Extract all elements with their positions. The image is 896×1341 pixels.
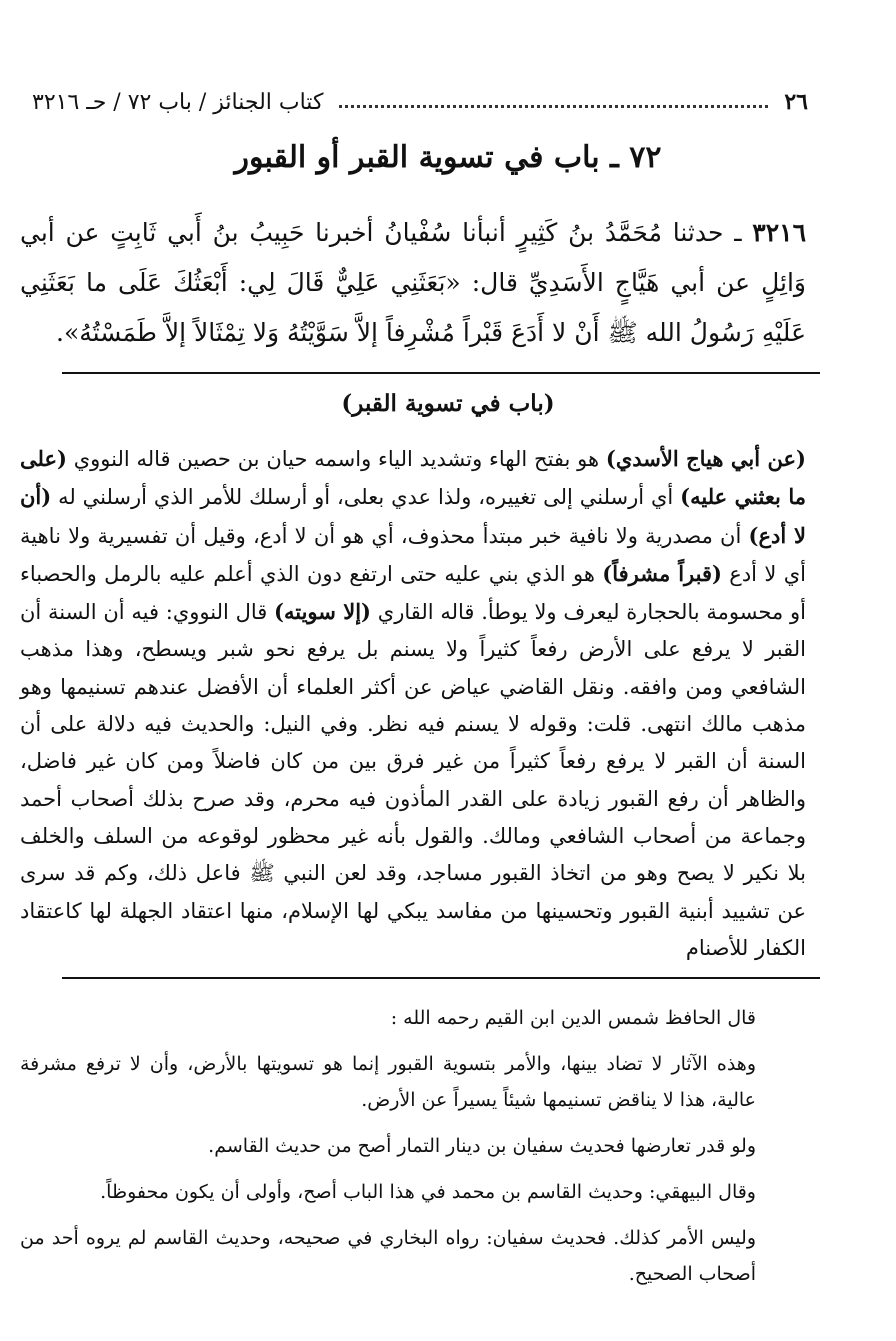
header-dotted-leader (339, 105, 768, 108)
commentary-text-3: أن مصدرية ولا نافية خبر مبتدأ محذوف، أي هو أن لا أدع، وقيل أن تفسيرية ولا ناهية أي لا أدع (20, 523, 806, 586)
ibn-qayyim-paragraph-3: وقال البيهقي: وحديث القاسم بن محمد في هذا الباب أصح، وأولى أن يكون محفوظاً. (100, 1181, 756, 1203)
commentary-text-2: أي أرسلني إلى تغييره، ولذا عدي بعلى، أو أرسلك للأمر الذي أرسلني له (51, 485, 674, 510)
quote-illa-sawwaytuhu: (إلا سويته) (274, 599, 371, 625)
quote-an-la-adaa: (أن لا أدع) (20, 484, 806, 548)
running-header (32, 84, 808, 120)
running-title: كتاب الجنائز / باب ٧٢ / حـ ٣٢١٦ (32, 89, 324, 115)
commentary-text-5: قال النووي: فيه أن السنة أن القبر لا يرفع على الأرض رفعاً كثيراً ولا يسنم بل يرفع نحو شبر ويسطح، وهذا مذهب الشافعي ومن وافقه. ونقل القاضي عياض عن أكثر العلماء أن الأفضل عندهم تسنيمها وهو مذهب مالك انتهى. قلت: وقوله لا يسنم فيه نظر. وفي النيل: والحديث فيه دلالة على أن السنة أن القبر لا يرفع رفعاً كثيراً من غير فرق بين من كان فاضلاً ومن كان غير فاضل، والظاهر أن رفع القبور زيادة على القدر المأذون فيه محرم، وقد صرح بذلك أصحاب أحمد وجماعة من أصحاب الشافعي ومالك. والقول بأنه غير محظور لوقوعه من السلف والخلف بلا نكير لا يصح وهو من اتخاذ القبور مساجد، وقد لعن النبي ﷺ فاعل ذلك، وكم قد سرى عن تشييد أبنية القبور وتحسينها من مفاسد يبكي لها الإسلام، منها اعتقاد الجهلة لها كاعتقاد الكفار للأصنام (20, 600, 806, 960)
divider-bottom (62, 977, 820, 979)
quote-qabran-mushrifan: (قبراً مشرفاً) (602, 560, 722, 586)
hadith-number: ٣٢١٦ (752, 218, 807, 247)
quote-abi-hayyaj: (عن أبي هياج الأسدي) (605, 446, 806, 471)
page-number: ٢٦ (784, 89, 808, 115)
ibn-qayyim-paragraph-4: وليس الأمر كذلك. فحديث سفيان: رواه البخاري في صحيحه، وحديث القاسم لم يروه أحد من أصحاب الصحيح. (20, 1227, 756, 1285)
ibn-qayyim-section (20, 1000, 756, 1292)
hadith-text: ٣٢١٦ ـ حدثنا مُحَمَّدُ بنُ كَثِيرٍ أنبأنا سُفْيانُ أخبرنا حَبِيبُ بنُ أَبي ثَابِتٍ عن أبي وَائِلٍ عن أبي هَيَّاجٍ الأَسَدِيِّ قال: «بَعَثَنِي عَلِيٌّ قَالَ لِي: أَبْعَثُكَ عَلَى ما بَعَثَنِي عَلَيْهِ رَسُولُ الله ﷺ أَنْ لا أَدَعَ قَبْراً مُشْرِفاً إلاَّ سَوَّيْتُهُ وَلا تِمْثَالاً إلاَّ طَمَسْتُهُ». (20, 218, 807, 347)
quote-ala-ma-baathani: (على ما بعثني عليه) (20, 446, 806, 510)
chapter-title: ٧٢ ـ باب في تسوية القبر أو القبور (234, 140, 662, 175)
ibn-qayyim-intro: قال الحافظ شمس الدين ابن القيم رحمه الله : (390, 1007, 756, 1029)
ibn-qayyim-paragraph-1: وهذه الآثار لا تضاد بينها، والأمر بتسوية القبور إنما هو تسويتها بالأرض، وأن لا ترفع مشرفة عالية، هذا لا يناقض تسنيمها شيئاً يسيراً عن الأرض. (20, 1053, 756, 1111)
commentary-title: (باب في تسوية القبر) (341, 390, 555, 417)
divider-top (62, 372, 820, 374)
ibn-qayyim-paragraph-2: ولو قدر تعارضها فحديث سفيان بن دينار التمار أصح من حديث القاسم. (208, 1135, 756, 1157)
hadith-body: حدثنا مُحَمَّدُ بنُ كَثِيرٍ أنبأنا سُفْيانُ أخبرنا حَبِيبُ بنُ أَبي ثَابِتٍ عن أبي وَائِلٍ عن أبي هَيَّاجٍ الأَسَدِيِّ قال: «بَعَثَنِي عَلِيٌّ قَالَ لِي: أَبْعَثُكَ عَلَى ما بَعَثَنِي عَلَيْهِ رَسُولُ الله ﷺ أَنْ لا أَدَعَ قَبْراً مُشْرِفاً إلاَّ سَوَّيْتُهُ وَلا تِمْثَالاً إلاَّ طَمَسْتُهُ». (20, 218, 806, 347)
commentary-text-4: هو الذي بني عليه حتى ارتفع دون الذي أعلم عليه بالرمل والحصباء أو محسومة بالحجارة ليعرف ولا يوطأ. قاله القاري (20, 561, 806, 625)
commentary-text-1: هو بفتح الهاء وتشديد الياء واسمه حيان بن حصين قاله النووي (66, 447, 600, 471)
commentary-paragraph (20, 440, 806, 967)
